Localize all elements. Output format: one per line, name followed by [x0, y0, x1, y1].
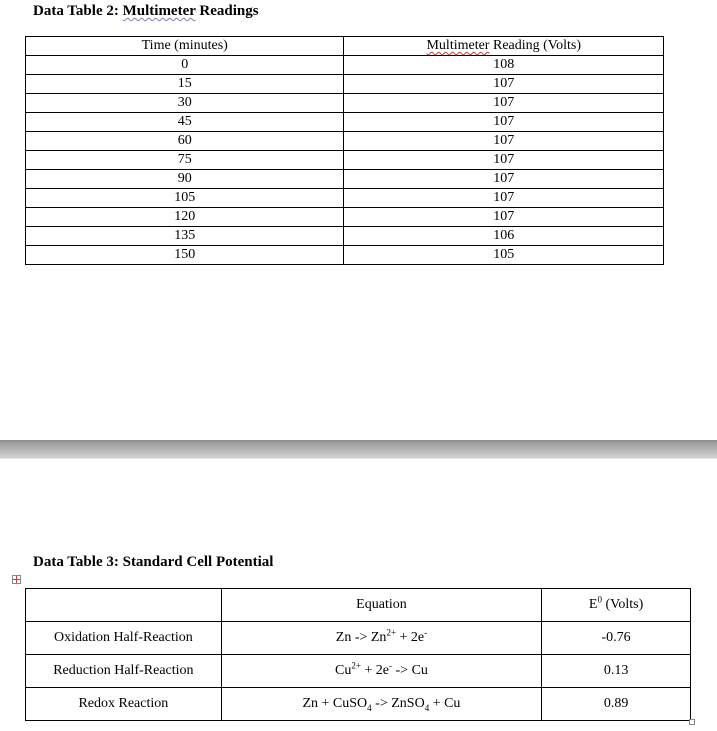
time-cell: 150: [26, 246, 344, 265]
table-row: [26, 75, 664, 94]
table-row: [26, 132, 664, 151]
time-cell: 0: [26, 56, 344, 75]
equation-part: 4: [424, 702, 430, 713]
table-row: [26, 622, 691, 655]
equation-part: + 2e: [360, 663, 390, 678]
table2-title-word: Multimeter: [122, 3, 196, 19]
table-header-row: [26, 37, 664, 56]
header-empty: [26, 589, 222, 622]
equation-part: -: [389, 660, 393, 671]
equation-cell: [221, 655, 541, 688]
header-e-base: E: [588, 597, 598, 612]
table-row: [26, 688, 691, 721]
time-cell: 15: [26, 75, 344, 94]
equation-cell: [221, 688, 541, 721]
time-cell: 105: [26, 189, 344, 208]
table2-body: [26, 56, 664, 265]
reading-cell: 106: [344, 227, 664, 246]
equation-part: 4: [367, 702, 372, 713]
table-row: [26, 94, 664, 113]
header-reading: [344, 37, 664, 56]
equation-part: 2+: [386, 627, 397, 638]
reading-cell: 105: [344, 246, 664, 265]
table2-title-prefix: Data Table 2:: [33, 3, 123, 19]
table-row: [26, 189, 664, 208]
header-reading-word: Multimeter: [426, 38, 490, 53]
equation-part: + Cu: [429, 696, 461, 711]
table-move-handle-icon[interactable]: [12, 575, 21, 584]
equation-part: -: [424, 627, 428, 638]
table2-title-suffix: Readings: [195, 3, 259, 19]
reading-cell: 107: [344, 113, 664, 132]
reading-cell: 107: [344, 189, 664, 208]
equation-part: -> ZnSO: [371, 696, 425, 711]
reading-cell: 107: [344, 94, 664, 113]
e0-value-cell: 0.13: [542, 655, 691, 688]
table-resize-handle[interactable]: [689, 719, 695, 725]
table2-title: [33, 3, 259, 20]
table-row: [26, 56, 664, 75]
equation-cell: [221, 622, 541, 655]
header-e-sup: 0: [597, 594, 602, 605]
standard-cell-potential-table: [25, 588, 691, 721]
header-e0: [542, 589, 691, 622]
reading-cell: 107: [344, 75, 664, 94]
time-cell: 30: [26, 94, 344, 113]
equation-part: -> Cu: [392, 663, 428, 678]
multimeter-readings-table: [25, 36, 664, 265]
reaction-label-cell: Reduction Half-Reaction: [26, 655, 222, 688]
table-row: [26, 113, 664, 132]
time-cell: 60: [26, 132, 344, 151]
table-row: [26, 170, 664, 189]
reaction-label-cell: Redox Reaction: [26, 688, 222, 721]
table-row: [26, 227, 664, 246]
equation-part: Zn + CuSO: [302, 696, 368, 711]
time-cell: 135: [26, 227, 344, 246]
table-header-row: [26, 589, 691, 622]
time-cell: 120: [26, 208, 344, 227]
e0-value-cell: -0.76: [542, 622, 691, 655]
header-equation: Equation: [221, 589, 541, 622]
table-row: [26, 246, 664, 265]
time-cell: 90: [26, 170, 344, 189]
table-row: [26, 208, 664, 227]
equation-part: + 2e: [396, 630, 425, 645]
page-break-gap: [0, 440, 717, 458]
reading-cell: 107: [344, 151, 664, 170]
table-row: [26, 151, 664, 170]
table-row: [26, 655, 691, 688]
page-edge: [0, 458, 717, 459]
table3-body: [26, 589, 691, 721]
equation-part: Zn -> Zn: [335, 630, 387, 645]
reading-cell: 107: [344, 170, 664, 189]
time-cell: 45: [26, 113, 344, 132]
header-time: Time (minutes): [26, 37, 344, 56]
equation-part: 2+: [351, 660, 361, 671]
reading-cell: 107: [344, 132, 664, 151]
reading-cell: 107: [344, 208, 664, 227]
equation-part: Cu: [334, 663, 352, 678]
header-e-rest: (Volts): [601, 597, 644, 612]
reaction-label-cell: Oxidation Half-Reaction: [26, 622, 222, 655]
time-cell: 75: [26, 151, 344, 170]
table3-title: Data Table 3: Standard Cell Potential: [33, 554, 274, 570]
reading-cell: 108: [344, 56, 664, 75]
e0-value-cell: 0.89: [542, 688, 691, 721]
header-reading-rest: Reading (Volts): [489, 38, 581, 53]
